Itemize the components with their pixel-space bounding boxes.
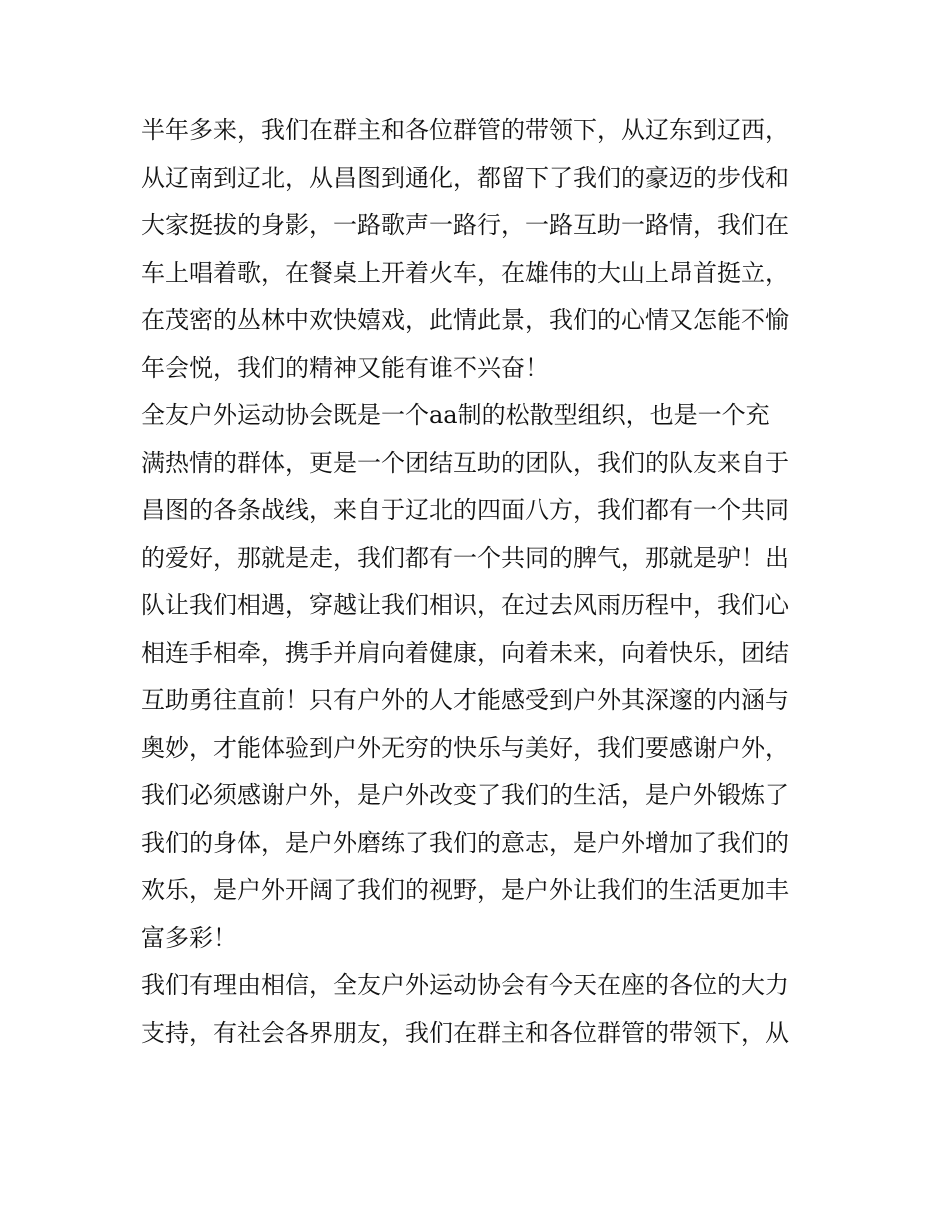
text-line: 年会悦，我们的精神又能有谁不兴奋！ bbox=[141, 353, 549, 382]
document-body bbox=[141, 107, 821, 1057]
text-line: 互助勇往直前！只有户外的人才能感受到户外其深邃的内涵与 bbox=[141, 686, 789, 714]
text-line: 大家挺拔的身影，一路歌声一路行，一路互助一路情，我们在 bbox=[141, 211, 789, 239]
text-line: 奥妙，才能体验到户外无穷的快乐与美好，我们要感谢户外， bbox=[141, 733, 789, 762]
text-line: 在茂密的丛林中欢快嬉戏，此情此景，我们的心情又怎能不愉 bbox=[141, 306, 789, 334]
paragraph-3 bbox=[141, 962, 821, 1057]
text-line: 富多彩！ bbox=[141, 923, 237, 952]
paragraph-1 bbox=[141, 107, 821, 392]
paragraph-2 bbox=[141, 392, 821, 962]
text-line: 相连手相牵，携手并肩向着健康，向着未来，向着快乐，团结 bbox=[141, 638, 789, 667]
text-line: 欢乐，是户外开阔了我们的视野，是户外让我们的生活更加丰 bbox=[141, 876, 789, 904]
text-line: 我们的身体，是户外磨练了我们的意志，是户外增加了我们的 bbox=[141, 828, 789, 857]
text-line: 全友户外运动协会既是一个aa制的松散型组织，也是一个充 bbox=[141, 401, 770, 429]
text-line: 的爱好，那就是走，我们都有一个共同的脾气，那就是驴！出 bbox=[141, 543, 789, 572]
text-line: 从辽南到辽北，从昌图到通化，都留下了我们的豪迈的步伐和 bbox=[141, 163, 789, 192]
text-line: 半年多来，我们在群主和各位群管的带领下，从辽东到辽西， bbox=[141, 116, 789, 144]
text-line: 我们有理由相信，全友户外运动协会有今天在座的各位的大力 bbox=[141, 971, 789, 999]
text-line: 队让我们相遇，穿越让我们相识，在过去风雨历程中，我们心 bbox=[141, 591, 789, 619]
text-line: 支持，有社会各界朋友，我们在群主和各位群管的带领下，从 bbox=[141, 1018, 789, 1047]
text-line: 满热情的群体，更是一个团结互助的团队，我们的队友来自于 bbox=[141, 448, 789, 477]
text-line: 昌图的各条战线，来自于辽北的四面八方，我们都有一个共同 bbox=[141, 496, 789, 524]
text-line: 我们必须感谢户外，是户外改变了我们的生活，是户外锻炼了 bbox=[141, 781, 789, 809]
text-line: 车上唱着歌，在餐桌上开着火车，在雄伟的大山上昂首挺立， bbox=[141, 258, 789, 287]
